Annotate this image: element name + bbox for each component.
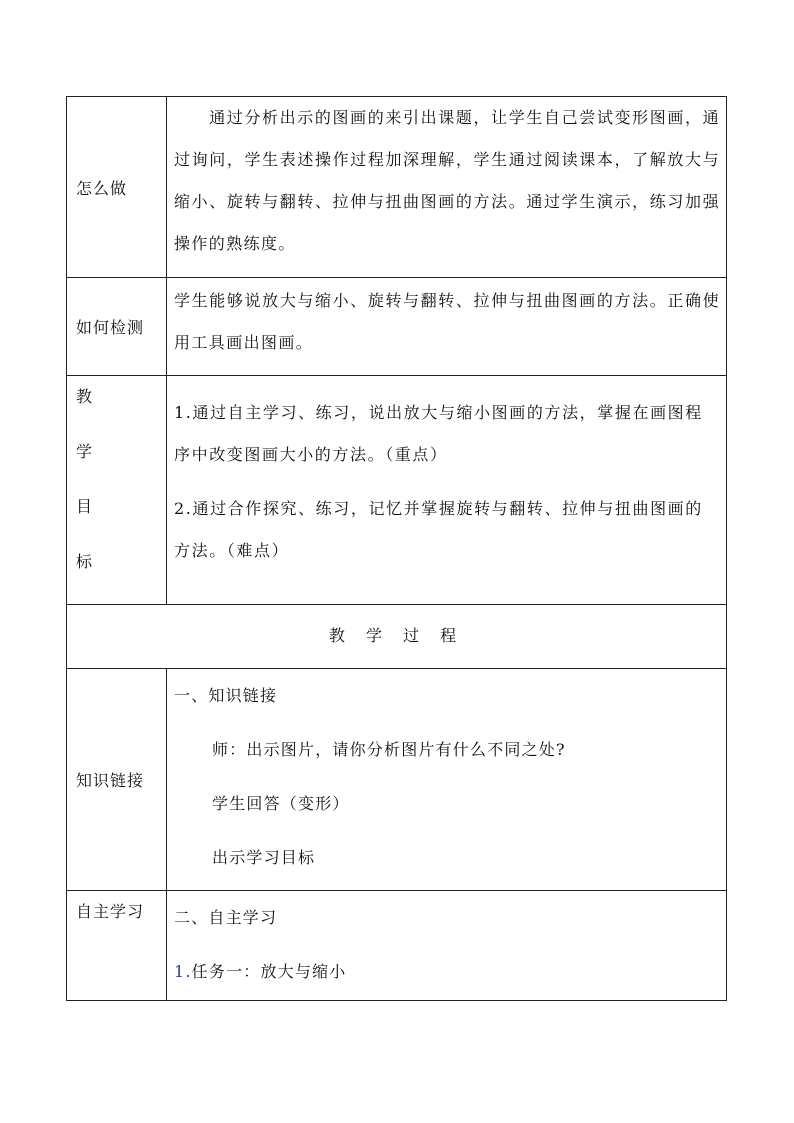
label-teaching-goals	[67, 376, 166, 604]
row-how-to-do	[67, 97, 727, 278]
task-one-line	[167, 945, 726, 999]
label-char-3: 目	[76, 497, 93, 516]
label-cell-how-to-do	[67, 97, 167, 278]
label-cell-teaching-goals	[67, 376, 167, 605]
text-how-to-do: 通过分析出示的图画的来引出课题，让学生自己尝试变形图画，通过询问，学生表述操作过程加深理解，学生通过阅读课本，了解放大与缩小、旋转与翻转、拉伸与扭曲图画的方法。通过学生演示，练习加强操作的熟练度。	[174, 108, 720, 253]
row-teaching-goals	[67, 376, 727, 605]
label-cell-knowledge-link	[67, 669, 167, 891]
row-knowledge-link	[67, 669, 727, 891]
content-cell-how-to-check	[167, 278, 727, 376]
task-number: 1.	[174, 962, 192, 981]
student-answer-line: 学生回答（变形）	[212, 794, 350, 813]
content-cell-self-study	[167, 891, 727, 1001]
knowledge-link-heading: 一、知识链接	[174, 686, 278, 705]
row-self-study	[67, 891, 727, 1001]
label-char-2: 学	[76, 442, 93, 461]
label-char-1: 教	[76, 387, 93, 406]
content-cell-how-to-do	[167, 97, 727, 278]
content-cell-knowledge-link	[167, 669, 727, 891]
label-self-study: 自主学习	[76, 902, 145, 921]
label-how-to-do: 怎么做	[76, 178, 128, 198]
content-cell-teaching-goals	[167, 376, 727, 605]
lesson-plan-table	[66, 96, 727, 1001]
label-how-to-check: 如何检测	[76, 318, 145, 337]
row-how-to-check	[67, 278, 727, 376]
task-text: 任务一：放大与缩小	[191, 962, 347, 981]
label-cell-how-to-check	[67, 278, 167, 376]
label-cell-self-study	[67, 891, 167, 1001]
process-header-cell	[67, 605, 727, 669]
row-process-header	[67, 605, 727, 669]
self-study-heading: 二、自主学习	[174, 908, 278, 927]
label-char-4: 标	[76, 552, 93, 571]
goal-1: 1.通过自主学习、练习，说出放大与缩小图画的方法，掌握在画图程序中改变图画大小的方法。（重点）	[174, 403, 703, 464]
teacher-line: 师：出示图片，请你分析图片有什么不同之处?	[212, 740, 566, 759]
process-header: 教 学 过 程	[328, 626, 465, 645]
show-goals-line: 出示学习目标	[212, 848, 316, 867]
goal-2: 2.通过合作探究、练习，记忆并掌握旋转与翻转、拉伸与扭曲图画的方法。（难点）	[174, 499, 703, 560]
text-how-to-check: 学生能够说放大与缩小、旋转与翻转、拉伸与扭曲图画的方法。正确使用工具画出图画。	[174, 291, 720, 352]
label-knowledge-link: 知识链接	[76, 771, 145, 790]
